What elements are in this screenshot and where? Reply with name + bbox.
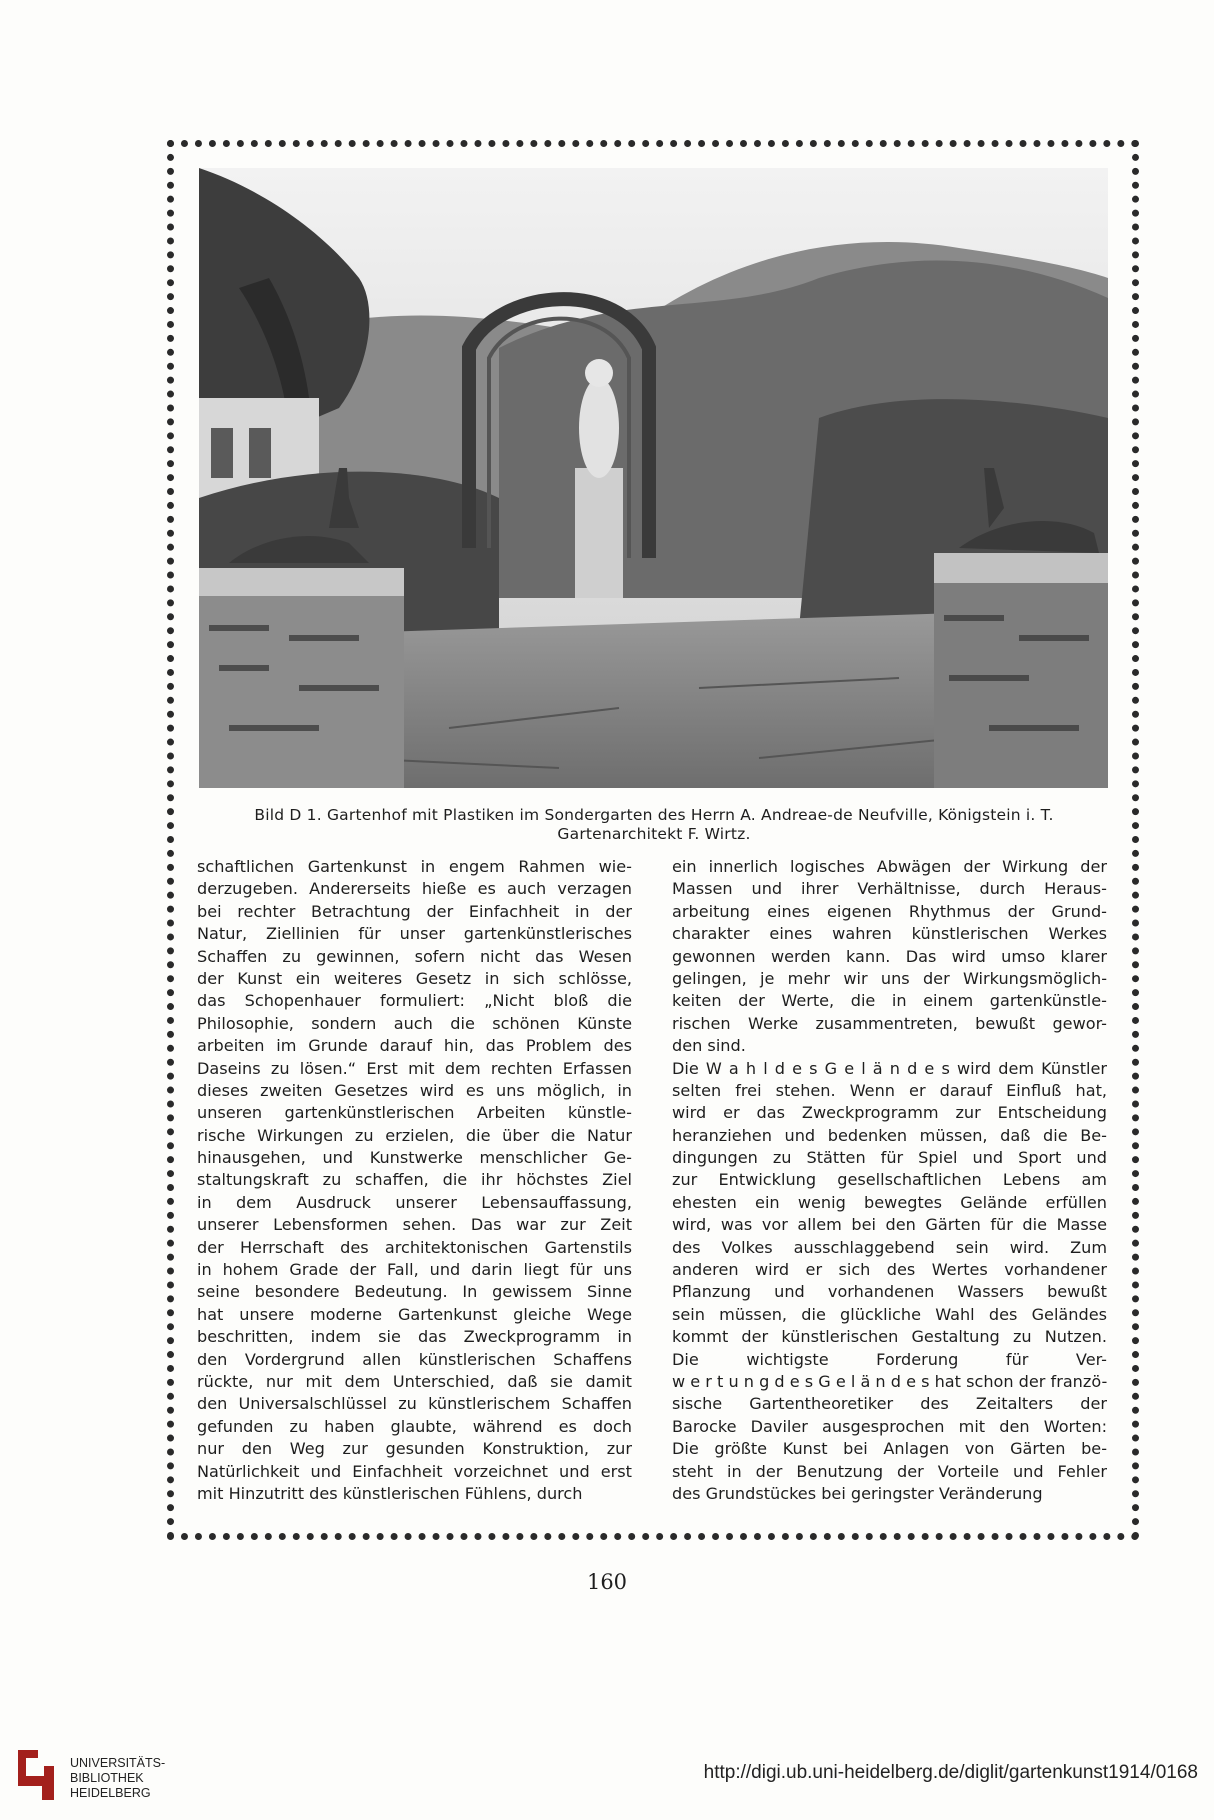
text-line: Die W a h l d e s G e l ä n d e s wird dem Künstler bbox=[672, 1058, 1107, 1078]
text-line: in dem Ausdruck unserer Lebensauffassung, bbox=[197, 1192, 632, 1212]
text-line: den Vordergrund allen künstlerischen Schaffens bbox=[197, 1349, 632, 1369]
text-line: dingungen zu Stätten für Spiel und Sport und bbox=[672, 1148, 1107, 1168]
figure-caption-line: Bild D 1. Gartenhof mit Plastiken im Sondergarten des Herrn A. Andreae-de Neufville, Königstein i. T. bbox=[254, 806, 1054, 824]
text-line: gefunden zu haben glaubte, während es doch bbox=[197, 1416, 632, 1436]
text-line: unserer Lebensformen sehen. Das war zur Zeit bbox=[197, 1215, 632, 1235]
figure-caption bbox=[190, 806, 1118, 844]
text-line: schaftlichen Gartenkunst in engem Rahmen wie- bbox=[197, 857, 632, 876]
figure-caption-credit: Gartenarchitekt F. Wirtz. bbox=[557, 825, 751, 843]
text-line: w e r t u n g d e s G e l ä n d e s hat schon der franzö- bbox=[672, 1371, 1107, 1391]
page-number: 160 bbox=[586, 1570, 628, 1594]
text-line: kommt der künstlerischen Gestaltung zu Nutzen. bbox=[672, 1327, 1107, 1347]
text-line: sische Gartentheoretiker des Zeitalters der bbox=[672, 1394, 1107, 1414]
text-line: arbeitung eines eigenen Rhythmus der Grund- bbox=[672, 901, 1107, 921]
text-line: zur Entwicklung gesellschaftlichen Lebens am bbox=[672, 1170, 1107, 1190]
library-name-line: BIBLIOTHEK bbox=[70, 1771, 144, 1785]
text-column-left bbox=[197, 856, 632, 1505]
text-line: Schaffen zu gewinnen, sofern nicht das Wesen bbox=[197, 946, 632, 966]
text-line: Barocke Daviler ausgesprochen mit den Worten: bbox=[672, 1416, 1107, 1436]
text-line: ein innerlich logisches Abwägen der Wirkung der bbox=[672, 857, 1107, 876]
text-line: seine besondere Bedeutung. In gewissem Sinne bbox=[197, 1282, 632, 1302]
text-line: der Kunst ein weiteres Gesetz in sich schlösse, bbox=[197, 968, 632, 988]
text-line: sein müssen, die glückliche Wahl des Geländes bbox=[672, 1304, 1107, 1324]
text-line: gewonnen werden kann. Das wird umso klarer bbox=[672, 946, 1107, 966]
text-line: bei rechter Betrachtung der Einfachheit in der bbox=[197, 901, 632, 921]
text-line: gelingen, je mehr wir uns der Wirkungsmöglich- bbox=[672, 968, 1107, 988]
text-line: derzugeben. Andererseits hieße es auch verzagen bbox=[197, 879, 632, 899]
text-line: Daseins zu lösen.“ Erst mit dem rechten Erfassen bbox=[197, 1058, 632, 1078]
text-line: hinausgehen, und Kunstwerke menschlicher Ge- bbox=[197, 1148, 632, 1168]
source-url-link[interactable]: http://digi.ub.uni-heidelberg.de/diglit/gartenkunst1914/0168 bbox=[703, 1762, 1198, 1783]
text-line: den Universalschlüssel zu künstlerischem Schaffen bbox=[197, 1394, 632, 1414]
text-line: des Grundstückes bei geringster Veränderung bbox=[672, 1483, 1043, 1503]
text-line: den sind. bbox=[672, 1036, 746, 1056]
text-line: unseren gartenkünstlerischen Arbeiten künstle- bbox=[197, 1103, 632, 1123]
text-line: rückte, nur mit dem Unterschied, daß sie damit bbox=[197, 1371, 632, 1391]
text-line: des Volkes ausschlaggebend sein wird. Zum bbox=[672, 1237, 1107, 1257]
text-line: hat unsere moderne Gartenkunst gleiche Wege bbox=[197, 1304, 632, 1324]
text-line: ehesten ein wenig bewegtes Gelände erfüllen bbox=[672, 1192, 1107, 1212]
text-line: beschritten, indem sie das Zweckprogramm in bbox=[197, 1327, 632, 1347]
text-line: wird, was vor allem bei den Gärten für die Masse bbox=[672, 1215, 1107, 1235]
garden-photograph bbox=[199, 168, 1108, 788]
text-line: mit Hinzutritt des künstlerischen Fühlens, durch bbox=[197, 1483, 583, 1503]
text-column-right bbox=[672, 856, 1107, 1505]
text-line: nur den Weg zur gesunden Konstruktion, zur bbox=[197, 1439, 632, 1459]
text-line: Die wichtigste Forderung für Ver- bbox=[672, 1349, 1107, 1369]
text-line: steht in der Benutzung der Vorteile und Fehler bbox=[672, 1461, 1107, 1481]
text-line: rischen Werke zusammentreten, bewußt gewor- bbox=[672, 1013, 1107, 1033]
text-line: keiten der Werte, die in einem gartenkünstle- bbox=[672, 991, 1107, 1011]
text-line: charakter eines wahren künstlerischen Werkes bbox=[672, 924, 1107, 944]
text-line: Die größte Kunst bei Anlagen von Gärten be- bbox=[672, 1439, 1107, 1459]
text-line: Philosophie, sondern auch die schönen Künste bbox=[197, 1013, 632, 1033]
text-line: das Schopenhauer formuliert: „Nicht bloß die bbox=[197, 991, 632, 1011]
text-line: staltungskraft zu schaffen, die ihr höchstes Ziel bbox=[197, 1170, 632, 1190]
text-line: anderen wird er sich des Wertes vorhandener bbox=[672, 1260, 1107, 1280]
text-line: dieses zweiten Gesetzes wird es uns möglich, in bbox=[197, 1080, 632, 1100]
text-line: arbeiten im Grunde darauf hin, das Problem des bbox=[197, 1036, 632, 1056]
library-name-line: HEIDELBERG bbox=[70, 1786, 151, 1800]
library-name-line: UNIVERSITÄTS- bbox=[70, 1756, 166, 1770]
text-line: selten frei stehen. Wenn er darauf Einfluß hat, bbox=[672, 1080, 1107, 1100]
text-line: Natürlichkeit und Einfachheit vorzeichnet und erst bbox=[197, 1461, 632, 1481]
text-line: Massen und ihrer Verhältnisse, durch Heraus- bbox=[672, 879, 1107, 899]
text-line: Natur, Ziellinien für unser gartenkünstlerisches bbox=[197, 924, 632, 944]
text-line: heranziehen und bedenken müssen, daß die Be- bbox=[672, 1125, 1107, 1145]
library-name bbox=[70, 1756, 165, 1801]
text-line: rische Wirkungen zu erzielen, die über die Natur bbox=[197, 1125, 632, 1145]
text-line: Pflanzung und vorhandenen Wassers bewußt bbox=[672, 1282, 1107, 1302]
text-line: in hohem Grade der Fall, und darin liegt für uns bbox=[197, 1260, 632, 1280]
text-line: der Herrschaft des architektonischen Gartenstils bbox=[197, 1237, 632, 1257]
text-line: wird er das Zweckprogramm zur Entscheidung bbox=[672, 1103, 1107, 1123]
library-logo-icon bbox=[14, 1746, 58, 1804]
